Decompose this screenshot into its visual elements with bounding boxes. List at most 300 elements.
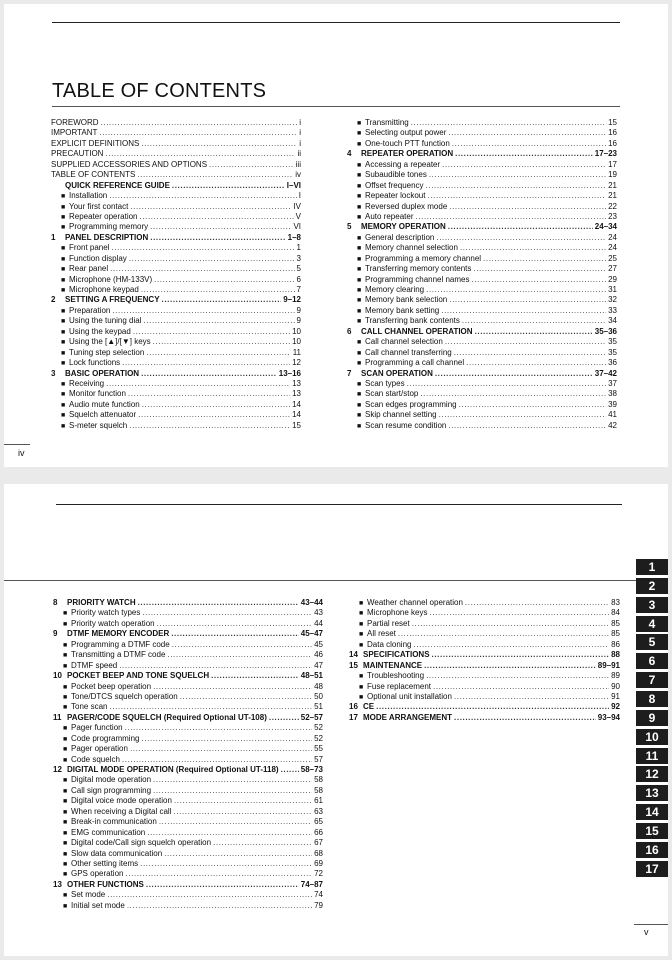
toc-entry[interactable] xyxy=(51,421,301,431)
dot-leader xyxy=(459,400,606,410)
square-bullet-icon: ■ xyxy=(63,892,68,900)
entry-label: Programming channel names xyxy=(365,274,470,284)
toc-entry[interactable] xyxy=(51,264,301,274)
entry-label: Digital mode operation xyxy=(71,775,152,785)
dot-leader xyxy=(424,661,596,671)
entry-page: 50 xyxy=(314,691,323,701)
toc-entry[interactable] xyxy=(349,598,620,608)
toc-entry[interactable] xyxy=(53,838,323,848)
entry-page: 83 xyxy=(611,598,620,607)
toc-entry[interactable] xyxy=(347,295,617,305)
entry-page: 57 xyxy=(314,754,323,764)
dot-leader xyxy=(140,212,294,222)
toc-entry[interactable] xyxy=(347,348,617,358)
toc-entry[interactable] xyxy=(349,692,620,702)
toc-entry[interactable] xyxy=(53,849,323,859)
chapter-tab-12[interactable]: 12 xyxy=(636,766,668,782)
entry-label: Your first contact xyxy=(69,201,129,211)
chapter-number: 4 xyxy=(347,149,352,159)
square-bullet-icon: ■ xyxy=(357,287,362,294)
square-bullet-icon: ■ xyxy=(357,391,362,399)
entry-label: CE xyxy=(363,702,375,712)
entry-label: Using the keypad xyxy=(69,326,131,336)
dot-leader xyxy=(112,306,294,316)
toc-entry[interactable] xyxy=(51,285,301,295)
chapter-tab-2[interactable]: 2 xyxy=(636,578,668,594)
toc-entry[interactable] xyxy=(51,400,301,410)
toc-entry[interactable] xyxy=(51,212,301,222)
entry-page: 27 xyxy=(608,264,617,274)
toc-entry[interactable] xyxy=(347,202,617,212)
entry-page: 9–12 xyxy=(283,295,301,305)
entry-label: MAINTENANCE xyxy=(363,660,423,670)
toc-entry[interactable] xyxy=(51,348,301,358)
dot-leader xyxy=(452,139,606,149)
toc-entry[interactable] xyxy=(347,275,617,285)
square-bullet-icon: ■ xyxy=(63,693,68,701)
entry-page: i xyxy=(299,118,301,127)
toc-entry[interactable] xyxy=(53,650,323,660)
entry-label: Weather channel operation xyxy=(367,598,463,607)
entry-label: Pager function xyxy=(71,723,123,733)
toc-entry[interactable] xyxy=(347,233,617,243)
dot-leader xyxy=(436,233,606,243)
chapter-tab-17[interactable]: 17 xyxy=(636,861,668,877)
entry-label: Digital code/Call sign squelch operation xyxy=(71,838,212,848)
toc-entry[interactable] xyxy=(53,901,323,911)
dot-leader xyxy=(473,264,606,274)
toc-chapter[interactable] xyxy=(347,222,617,232)
chapter-number: 5 xyxy=(347,222,352,232)
entry-label: Scan types xyxy=(365,378,405,388)
square-bullet-icon: ■ xyxy=(61,307,66,315)
square-bullet-icon: ■ xyxy=(357,120,362,127)
entry-label: Tone/DTCS squelch operation xyxy=(71,691,178,701)
dot-leader xyxy=(172,640,312,650)
entry-page: 65 xyxy=(314,817,323,827)
toc-entry[interactable] xyxy=(347,421,617,431)
toc-entry[interactable] xyxy=(53,692,323,702)
dot-leader xyxy=(483,254,606,264)
entry-label: One-touch PTT function xyxy=(365,138,450,148)
toc-entry[interactable] xyxy=(347,337,617,347)
dot-leader xyxy=(119,661,312,671)
square-bullet-icon: ■ xyxy=(357,245,362,253)
toc-entry[interactable] xyxy=(51,149,301,159)
entry-page: 88 xyxy=(611,650,620,660)
square-bullet-icon: ■ xyxy=(61,193,66,201)
dot-leader xyxy=(213,838,312,848)
toc-entry[interactable] xyxy=(51,275,301,285)
entry-label: Partial reset xyxy=(367,618,410,628)
chapter-tab-15[interactable]: 15 xyxy=(636,823,668,839)
dot-leader xyxy=(141,734,312,744)
chapter-tab-8[interactable]: 8 xyxy=(636,691,668,707)
entry-label: Slow data communication xyxy=(71,848,163,858)
dot-leader xyxy=(154,275,294,285)
toc-entry[interactable] xyxy=(347,212,617,222)
toc-entry[interactable] xyxy=(53,640,323,650)
toc-chapter[interactable] xyxy=(349,713,620,723)
toc-entry[interactable] xyxy=(347,160,617,170)
toc-entry[interactable] xyxy=(53,744,323,754)
entry-page: 41 xyxy=(608,410,617,420)
dot-leader xyxy=(442,160,606,170)
entry-label: SUPPLIED ACCESSORIES AND OPTIONS xyxy=(51,159,208,169)
toc-entry[interactable] xyxy=(51,243,301,253)
toc-entry[interactable] xyxy=(53,723,323,733)
toc-entry[interactable] xyxy=(347,254,617,264)
square-bullet-icon: ■ xyxy=(61,401,66,409)
square-bullet-icon: ■ xyxy=(61,276,66,284)
entry-page: 9 xyxy=(296,316,301,326)
entry-page: 36 xyxy=(608,358,617,368)
toc-left-column xyxy=(53,598,323,911)
square-bullet-icon: ■ xyxy=(357,213,362,221)
entry-label: Pocket beep operation xyxy=(71,681,152,691)
toc-entry[interactable] xyxy=(347,358,617,368)
square-bullet-icon: ■ xyxy=(61,328,66,336)
square-bullet-icon: ■ xyxy=(357,172,362,180)
toc-entry[interactable] xyxy=(51,254,301,264)
toc-entry[interactable] xyxy=(53,817,323,827)
toc-entry[interactable] xyxy=(347,243,617,253)
entry-page: 12 xyxy=(292,358,301,368)
square-bullet-icon: ■ xyxy=(61,422,66,430)
dot-leader xyxy=(138,410,290,420)
entry-page: 51 xyxy=(314,702,323,712)
dot-leader xyxy=(153,775,312,785)
dot-leader xyxy=(433,682,609,692)
square-bullet-icon: ■ xyxy=(63,641,68,649)
entry-page: 85 xyxy=(611,629,620,639)
entry-label: Optional unit installation xyxy=(367,691,452,701)
entry-label: Reversed duplex mode xyxy=(365,201,448,211)
entry-label: Other setting items xyxy=(71,858,139,868)
dot-leader xyxy=(109,191,297,201)
dot-leader xyxy=(142,608,312,618)
square-bullet-icon: ■ xyxy=(63,840,68,848)
dot-leader xyxy=(122,755,312,765)
dot-leader xyxy=(407,379,607,389)
toc-chapter[interactable] xyxy=(51,369,301,379)
entry-page: 42 xyxy=(608,420,617,430)
entry-page: 32 xyxy=(608,295,617,305)
entry-label: Memory channel selection xyxy=(365,243,458,253)
toc-entry[interactable] xyxy=(347,181,617,191)
dot-leader xyxy=(413,640,609,650)
chapter-tab-5[interactable]: 5 xyxy=(636,634,668,650)
toc-entry[interactable] xyxy=(53,796,323,806)
entry-page: 55 xyxy=(314,744,323,754)
chapter-tab-3[interactable]: 3 xyxy=(636,597,668,613)
entry-label: MEMORY OPERATION xyxy=(361,222,446,232)
entry-page: iv xyxy=(295,170,301,180)
entry-label: Selecting output power xyxy=(365,128,447,138)
dot-leader xyxy=(281,765,299,775)
entry-label: Auto repeater xyxy=(365,211,414,221)
toc-entry[interactable] xyxy=(53,890,323,900)
toc-entry[interactable] xyxy=(51,379,301,389)
square-bullet-icon: ■ xyxy=(357,360,362,368)
toc-entry[interactable] xyxy=(51,222,301,232)
entry-label: GPS operation xyxy=(71,869,124,879)
toc-entry[interactable] xyxy=(347,379,617,389)
entry-page: 35–36 xyxy=(594,326,617,336)
square-bullet-icon: ■ xyxy=(63,902,68,910)
dot-leader xyxy=(426,671,609,681)
entry-page: 23 xyxy=(608,211,617,221)
chapter-tab-7[interactable]: 7 xyxy=(636,672,668,688)
toc-entry[interactable] xyxy=(347,400,617,410)
square-bullet-icon: ■ xyxy=(357,255,362,263)
toc-entry[interactable] xyxy=(349,629,620,639)
toc-entry[interactable] xyxy=(51,202,301,212)
toc-chapter[interactable] xyxy=(53,880,323,890)
entry-page: 6 xyxy=(296,274,301,284)
toc-entry[interactable] xyxy=(51,389,301,399)
dot-leader xyxy=(449,202,606,212)
entry-label: Memory bank selection xyxy=(365,295,448,305)
entry-label: Programming memory xyxy=(69,222,149,232)
chapter-number: 6 xyxy=(347,326,352,336)
entry-page: 90 xyxy=(611,681,620,691)
entry-label: Scan edges programming xyxy=(365,399,457,409)
dot-leader xyxy=(133,327,290,337)
square-bullet-icon: ■ xyxy=(357,161,362,169)
chapter-tab-4[interactable]: 4 xyxy=(636,616,668,632)
dot-leader xyxy=(411,118,606,128)
dot-leader xyxy=(107,890,312,900)
entry-label: Microphone (HM-133V) xyxy=(69,274,153,284)
toc-chapter[interactable] xyxy=(349,650,620,660)
dot-leader xyxy=(180,692,312,702)
toc-entry[interactable] xyxy=(347,170,617,180)
entry-label: DTMF speed xyxy=(71,660,118,670)
toc-entry[interactable] xyxy=(51,139,301,149)
toc-entry[interactable] xyxy=(347,389,617,399)
toc-entry[interactable] xyxy=(51,118,301,128)
toc-entry[interactable] xyxy=(51,410,301,420)
entry-page: 15 xyxy=(608,118,617,127)
chapter-tab-13[interactable]: 13 xyxy=(636,785,668,801)
top-rule xyxy=(52,22,620,23)
toc-chapter[interactable] xyxy=(51,295,301,305)
toc-entry[interactable] xyxy=(51,327,301,337)
dot-leader xyxy=(127,901,312,911)
entry-label: Scan resume condition xyxy=(365,420,447,430)
toc-entry[interactable] xyxy=(347,118,617,128)
toc-entry[interactable] xyxy=(349,682,620,692)
toc-chapter[interactable] xyxy=(347,327,617,337)
page-number: iv xyxy=(18,448,25,458)
dot-leader xyxy=(129,421,290,431)
toc-entry[interactable] xyxy=(51,358,301,368)
entry-label: Front panel xyxy=(69,243,110,253)
square-bullet-icon: ■ xyxy=(357,203,362,211)
entry-page: 63 xyxy=(314,806,323,816)
entry-label: Audio mute function xyxy=(69,399,140,409)
chapter-tab-11[interactable]: 11 xyxy=(636,748,668,764)
dot-leader xyxy=(439,410,606,420)
entry-page: 13–16 xyxy=(278,368,301,378)
dot-leader xyxy=(147,828,312,838)
chapter-tab-10[interactable]: 10 xyxy=(636,729,668,745)
square-bullet-icon: ■ xyxy=(61,203,66,211)
toc-chapter[interactable] xyxy=(347,369,617,379)
dot-leader xyxy=(172,181,285,191)
entry-page: 69 xyxy=(314,858,323,868)
entry-label: IMPORTANT xyxy=(51,128,98,138)
square-bullet-icon: ■ xyxy=(63,829,68,837)
square-bullet-icon: ■ xyxy=(357,266,362,274)
toc-entry[interactable] xyxy=(53,734,323,744)
square-bullet-icon: ■ xyxy=(61,318,66,326)
toc-entry[interactable] xyxy=(347,139,617,149)
toc-chapter[interactable] xyxy=(53,629,323,639)
chapter-number: 14 xyxy=(349,650,358,660)
dot-leader xyxy=(129,254,295,264)
entry-page: 58–73 xyxy=(300,765,323,774)
square-bullet-icon: ■ xyxy=(63,787,68,795)
dot-leader xyxy=(429,608,609,618)
square-bullet-icon: ■ xyxy=(61,391,66,399)
page-number: v xyxy=(644,927,649,937)
dot-leader xyxy=(269,713,299,723)
square-bullet-icon: ■ xyxy=(63,860,68,868)
toc-chapter[interactable] xyxy=(53,765,323,775)
toc-entry[interactable] xyxy=(53,755,323,765)
entry-page: 21 xyxy=(608,180,617,190)
entry-label: Call sign programming xyxy=(71,785,152,795)
dot-leader xyxy=(106,379,290,389)
entry-label: PAGER/CODE SQUELCH (Required Optional UT-108) xyxy=(67,712,267,722)
entry-label: Programming a DTMF code xyxy=(71,639,170,649)
chapter-number: 1 xyxy=(51,232,56,242)
entry-page: 74–87 xyxy=(300,879,323,889)
toc-entry[interactable] xyxy=(51,128,301,138)
square-bullet-icon: ■ xyxy=(61,213,66,221)
entry-label: General description xyxy=(365,232,435,242)
toc-entry[interactable] xyxy=(347,264,617,274)
chapter-number: 13 xyxy=(53,879,62,889)
toc-chapter[interactable] xyxy=(53,598,323,608)
entry-page: V xyxy=(295,211,301,221)
entry-label: SETTING A FREQUENCY xyxy=(65,295,160,305)
dot-leader xyxy=(466,358,606,368)
toc-entry[interactable] xyxy=(53,775,323,785)
toc-entry[interactable] xyxy=(53,608,323,618)
toc-entry[interactable] xyxy=(51,170,301,180)
dot-leader xyxy=(110,264,294,274)
entry-page: 47 xyxy=(314,660,323,670)
toc-entry[interactable] xyxy=(349,640,620,650)
entry-page: 14 xyxy=(292,410,301,420)
toc-entry[interactable] xyxy=(347,191,617,201)
toc-entry[interactable] xyxy=(53,859,323,869)
entry-page: I–VI xyxy=(286,180,301,190)
square-bullet-icon: ■ xyxy=(61,380,66,388)
entry-label: REPEATER OPERATION xyxy=(361,149,454,159)
toc-entry[interactable] xyxy=(51,316,301,326)
toc-entry[interactable] xyxy=(53,869,323,879)
square-bullet-icon: ■ xyxy=(357,422,362,430)
entry-page: 92 xyxy=(611,702,620,712)
entry-label: Repeater operation xyxy=(69,211,138,221)
toc-entry[interactable] xyxy=(53,661,323,671)
toc-entry[interactable] xyxy=(349,619,620,629)
toc-entry[interactable] xyxy=(53,828,323,838)
toc-chapter[interactable] xyxy=(51,233,301,243)
entry-label: DIGITAL MODE OPERATION (Required Optional UT-118) xyxy=(67,765,279,774)
dot-leader xyxy=(141,285,295,295)
entry-page: 52 xyxy=(314,723,323,733)
square-bullet-icon: ■ xyxy=(63,704,68,712)
toc-entry[interactable] xyxy=(53,807,323,817)
chapter-tab-16[interactable]: 16 xyxy=(636,842,668,858)
toc-chapter[interactable] xyxy=(347,149,617,159)
toc-chapter[interactable] xyxy=(53,671,323,681)
toc-entry[interactable] xyxy=(347,306,617,316)
dot-leader xyxy=(111,243,294,253)
chapter-tab-9[interactable]: 9 xyxy=(636,710,668,726)
toc-entry[interactable] xyxy=(51,337,301,347)
toc-entry[interactable] xyxy=(51,306,301,316)
entry-page: 43–44 xyxy=(300,598,323,607)
toc-entry[interactable] xyxy=(53,682,323,692)
chapter-tab-6[interactable]: 6 xyxy=(636,653,668,669)
entry-label: BASIC OPERATION xyxy=(65,368,140,378)
dot-leader xyxy=(435,369,593,379)
entry-label: Transmitting a DTMF code xyxy=(71,650,166,660)
toc-entry[interactable] xyxy=(53,786,323,796)
entry-page: 29 xyxy=(608,274,617,284)
entry-page: 39 xyxy=(608,399,617,409)
entry-label: PRECAUTION xyxy=(51,149,104,159)
square-bullet-icon: ■ xyxy=(357,307,362,315)
square-bullet-icon: ■ xyxy=(63,683,68,691)
toc-entry[interactable] xyxy=(347,128,617,138)
toc-chapter[interactable] xyxy=(349,661,620,671)
toc-entry[interactable] xyxy=(53,702,323,712)
toc-entry[interactable] xyxy=(51,191,301,201)
toc-entry[interactable] xyxy=(53,619,323,629)
chapter-tab-1[interactable]: 1 xyxy=(636,559,668,575)
entry-page: ii xyxy=(297,149,301,159)
dot-leader xyxy=(150,233,285,243)
dot-leader xyxy=(441,306,606,316)
toc-entry[interactable] xyxy=(349,671,620,681)
entry-page: 46 xyxy=(314,650,323,660)
square-bullet-icon: ■ xyxy=(63,798,68,806)
entry-page: 14 xyxy=(292,399,301,409)
toc-entry[interactable] xyxy=(349,608,620,618)
square-bullet-icon: ■ xyxy=(359,693,364,701)
toc-entry[interactable] xyxy=(347,410,617,420)
toc-entry[interactable] xyxy=(51,160,301,170)
chapter-tab-14[interactable]: 14 xyxy=(636,804,668,820)
entry-page: 16 xyxy=(608,138,617,148)
toc-entry[interactable] xyxy=(347,285,617,295)
toc-chapter[interactable] xyxy=(53,713,323,723)
entry-label: Data cloning xyxy=(367,639,412,649)
entry-page: IV xyxy=(293,201,301,211)
toc-chapter[interactable] xyxy=(51,181,301,191)
entry-label: Using the tuning dial xyxy=(69,316,142,326)
entry-page: 24–34 xyxy=(594,222,617,232)
toc-entry[interactable] xyxy=(347,316,617,326)
toc-chapter[interactable] xyxy=(349,702,620,712)
